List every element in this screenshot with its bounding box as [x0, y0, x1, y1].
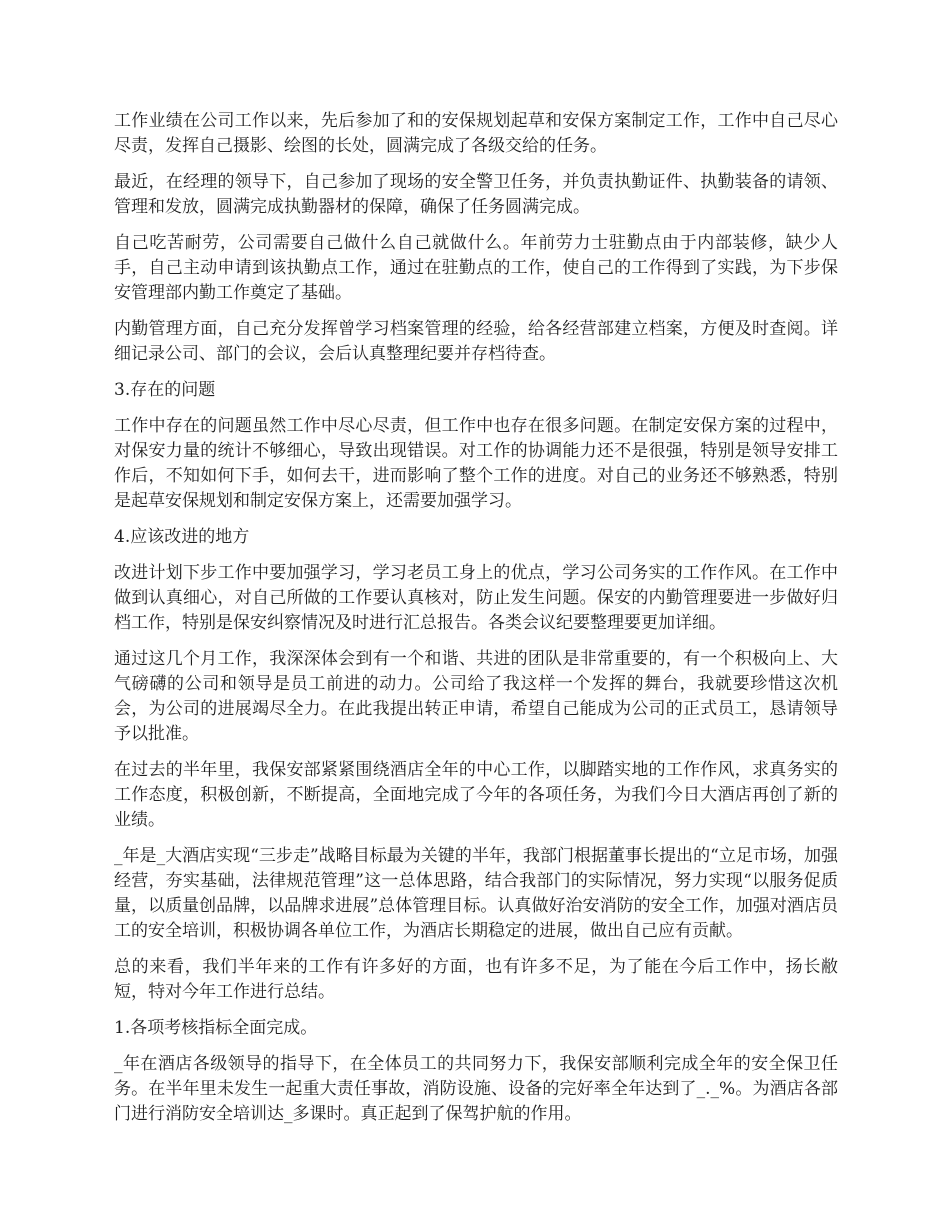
section-heading-improvements: 4.应该改进的地方 — [114, 527, 250, 547]
section-heading-problems: 3.存在的问题 — [114, 380, 216, 400]
paragraph-problems: 工作中存在的问题虽然工作中尽心尽责，但工作中也存在很多问题。在制定安保方案的过程中，对保安力量的统计不够细心，导致出现错误。对工作的协调能力还不是很强，特别是领导安排工作后，不知如何下手，如何去干，进而影响了整个工作的进度。对自己的业务还不够熟悉，特别是起草安保规划和制定安保方案上，还需要加强学习。 — [114, 416, 838, 511]
paragraph-strategy: _年是_大酒店实现“三步走”战略目标最为关键的半年，我部门根据董事长提出的“立足市场，加强经营，夯实基础，法律规范管理”这一总体思路，结合我部门的实际情况，努力实现“以服务促质量，以质量创品牌，以品牌求进展”总体管理目标。认真做好治安消防的安全工作，加强对酒店员工的安全培训，积极协调各单位工作，为酒店长期稳定的进展，做出自己应有贡献。 — [114, 846, 838, 941]
paragraph-assessment-results: _年在酒店各级领导的指导下，在全体员工的共同努力下，我保安部顺利完成全年的安全保卫任务。在半年里未发生一起重大责任事故，消防设施、设备的完好率全年达到了_._%。为酒店各部门进行消防安全培训达_多课时。真正起到了保驾护航的作用。 — [114, 1054, 838, 1124]
section-heading-assessment: 1.各项考核指标全面完成。 — [114, 1018, 318, 1038]
paragraph-improvement-plan: 改进计划下步工作中要加强学习，学习老员工身上的优点，学习公司务实的工作作风。在工作中做到认真细心，对自己所做的工作要认真核对，防止发生问题。保安的内勤管理要进一步做好归档工作，特别是保安纠察情况及时进行汇总报告。各类会议纪要整理要更加详细。 — [114, 563, 838, 633]
paragraph-security-task: 最近，在经理的领导下，自己参加了现场的安全警卫任务，并负责执勤证件、执勤装备的请领、管理和发放，圆满完成执勤器材的保障，确保了任务圆满完成。 — [114, 172, 838, 217]
document-body — [114, 109, 838, 1138]
paragraph-half-year-review: 在过去的半年里，我保安部紧紧围绕酒店全年的中心工作，以脚踏实地的工作作风，求真务实的工作态度，积极创新，不断提高，全面地完成了今年的各项任务，为我们今日大酒店再创了新的业绩。 — [114, 760, 838, 830]
paragraph-hardworking: 自己吃苦耐劳，公司需要自己做什么自己就做什么。年前劳力士驻勤点由于内部装修，缺少人手，自己主动申请到该执勤点工作，通过在驻勤点的工作，使自己的工作得到了实践，为下步保安管理部内勤工作奠定了基础。 — [114, 233, 838, 303]
paragraph-office-management: 内勤管理方面，自己充分发挥曾学习档案管理的经验，给各经营部建立档案，方便及时查阅。详细记录公司、部门的会议，会后认真整理纪要并存档待查。 — [114, 319, 838, 364]
paragraph-probation-request: 通过这几个月工作，我深深体会到有一个和谐、共进的团队是非常重要的，有一个积极向上、大气磅礴的公司和领导是员工前进的动力。公司给了我这样一个发挥的舞台，我就要珍惜这次机会，为公司的进展竭尽全力。在此我提出转正申请，希望自己能成为公司的正式员工，恳请领导予以批准。 — [114, 649, 838, 744]
paragraph-summary: 总的来看，我们半年来的工作有许多好的方面，也有许多不足，为了能在今后工作中，扬长敝短，特对今年工作进行总结。 — [114, 957, 838, 1002]
paragraph-work-performance: 工作业绩在公司工作以来，先后参加了和的安保规划起草和安保方案制定工作，工作中自己尽心尽责，发挥自己摄影、绘图的长处，圆满完成了各级交给的任务。 — [114, 111, 838, 156]
